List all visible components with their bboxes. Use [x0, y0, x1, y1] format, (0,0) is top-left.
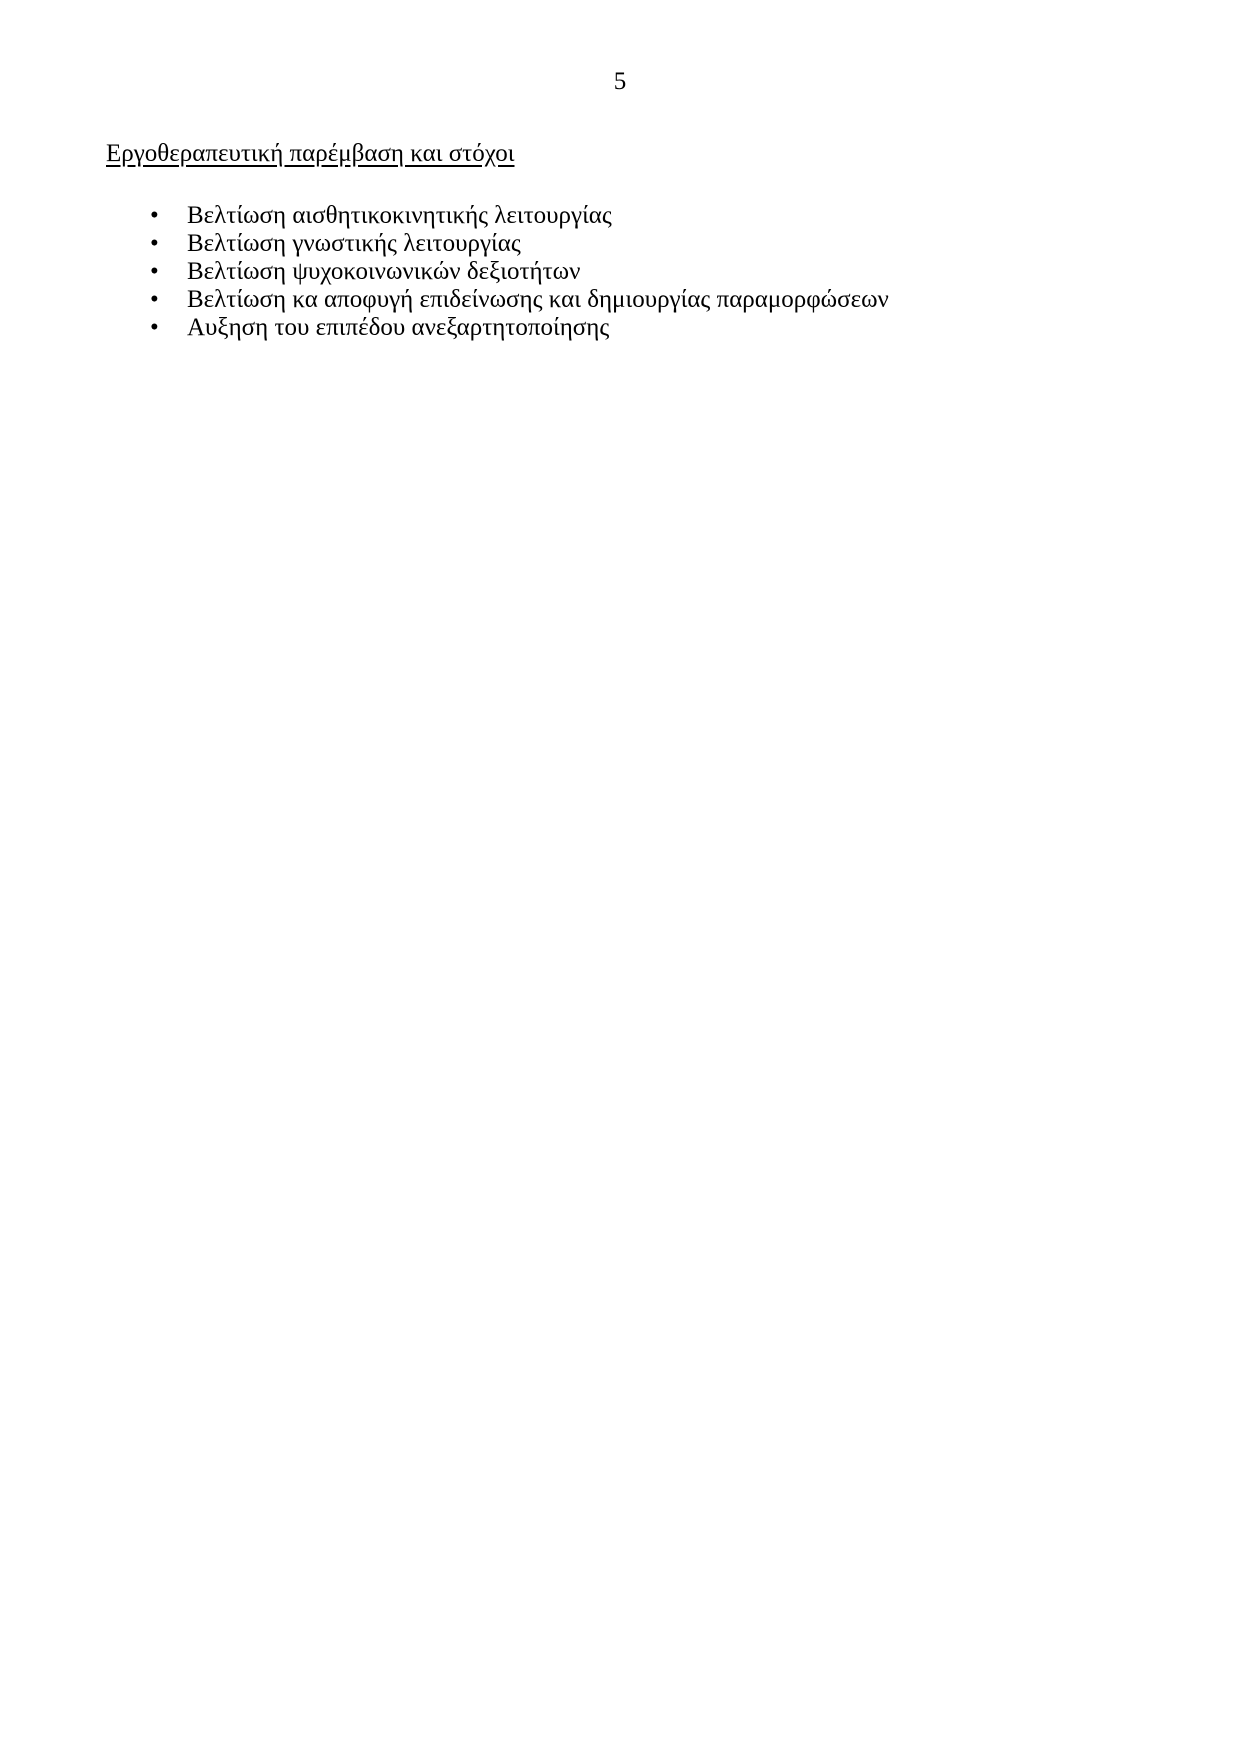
list-item-text: Βελτίωση γνωστικής λειτουργίας	[187, 230, 521, 257]
list-item-text: Βελτίωση αισθητικοκινητικής λειτουργίας	[187, 202, 612, 229]
page-number: 5	[613, 68, 627, 95]
list-item	[0, 314, 1240, 342]
list-item-text: Αυξηση του επιπέδου ανεξαρτητοποίησης	[187, 314, 610, 341]
bullet-icon: •	[150, 258, 159, 285]
bullet-icon: •	[150, 314, 159, 341]
list-item	[0, 258, 1240, 286]
list-item	[0, 230, 1240, 258]
list-item-text: Βελτίωση κα αποφυγή επιδείνωσης και δημιουργίας παραμορφώσεων	[187, 286, 889, 313]
list-item	[0, 286, 1240, 314]
bullet-icon: •	[150, 286, 159, 313]
bullet-icon: •	[150, 230, 159, 257]
section-heading: Εργοθεραπευτική παρέμβαση και στόχοι	[106, 140, 515, 167]
bullet-icon: •	[150, 202, 159, 229]
list-item	[0, 202, 1240, 230]
list-item-text: Βελτίωση ψυχοκοινωνικών δεξιοτήτων	[187, 258, 581, 285]
goals-list	[0, 202, 1240, 342]
